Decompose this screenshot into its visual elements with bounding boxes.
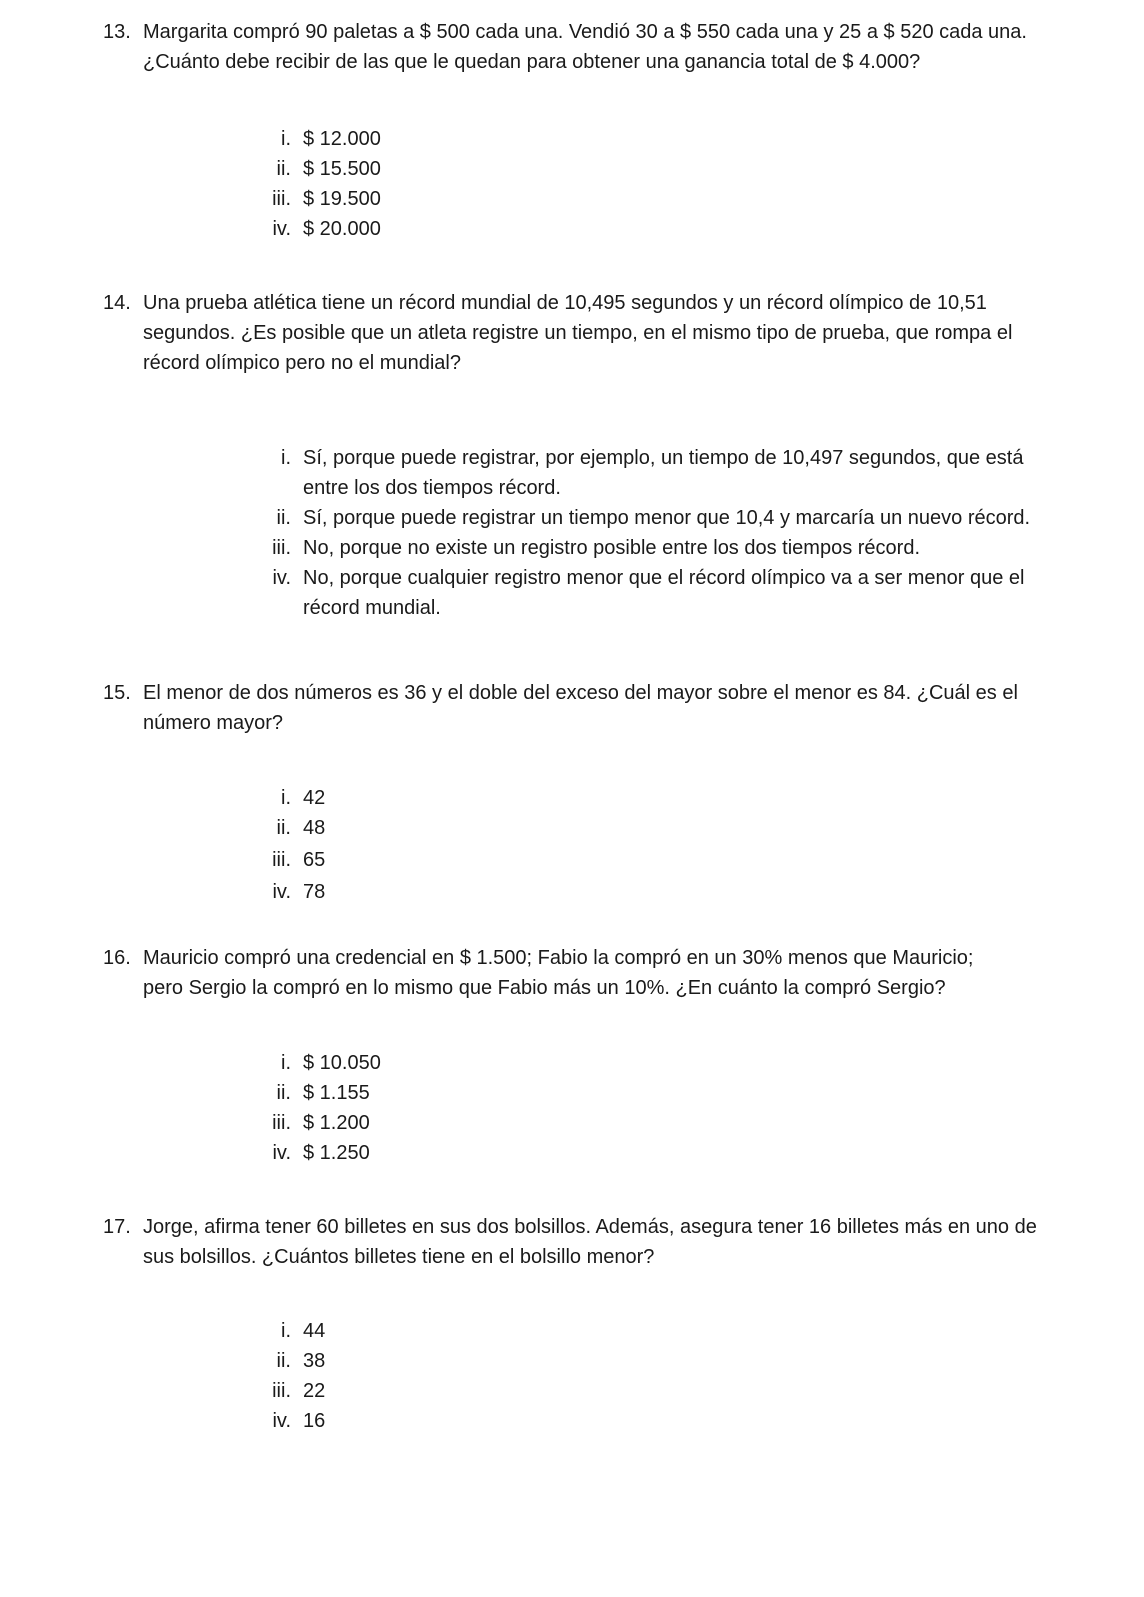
- option-label: iii.: [272, 1112, 291, 1134]
- option-text: Sí, porque puede registrar un tiempo menor que 10,4 y marcaría un nuevo récord.: [303, 507, 1031, 529]
- question-number: 14.: [103, 292, 131, 314]
- option-item: [257, 533, 1037, 563]
- option-label: iii.: [272, 537, 291, 559]
- option-text: 16: [303, 1410, 326, 1432]
- question-stem: [103, 678, 1063, 738]
- option-item: [257, 124, 1037, 154]
- option-label: iii.: [272, 1380, 291, 1402]
- option-text: 78: [303, 881, 326, 903]
- option-label: iv.: [272, 567, 291, 589]
- option-item: [257, 1078, 1037, 1108]
- option-label: iv.: [272, 881, 291, 903]
- option-list: [257, 1048, 1037, 1168]
- option-item: [257, 563, 1037, 623]
- question-number: 13.: [103, 21, 131, 43]
- option-label: ii.: [276, 507, 291, 529]
- option-text: $ 1.250: [303, 1142, 370, 1164]
- question-stem: [103, 288, 1063, 378]
- option-text: $ 1.155: [303, 1082, 370, 1104]
- question-number: 15.: [103, 682, 131, 704]
- option-label: i.: [281, 128, 291, 150]
- question-stem: [103, 17, 1063, 77]
- option-item: [257, 184, 1037, 214]
- question-15: [103, 678, 1063, 907]
- option-label: iii.: [272, 849, 291, 871]
- option-text: Sí, porque puede registrar, por ejemplo, un tiempo de 10,497 segundos, que está entre los dos tiempos récord.: [303, 447, 1024, 499]
- option-item: [257, 783, 1037, 813]
- option-text: $ 20.000: [303, 218, 381, 240]
- question-text: Una prueba atlética tiene un récord mundial de 10,495 segundos y un récord olímpico de 10,51 segundos. ¿Es posible que un atleta registre un tiempo, en el mismo tipo de prueba, que rompa el récord olímpico pero no el mundial?: [143, 292, 1013, 374]
- option-item: [257, 443, 1037, 503]
- question-stem: [103, 943, 1063, 1003]
- option-item: [257, 1048, 1037, 1078]
- option-label: iv.: [272, 218, 291, 240]
- option-text: $ 15.500: [303, 158, 381, 180]
- question-text: Jorge, afirma tener 60 billetes en sus dos bolsillos. Además, asegura tener 16 billetes más en uno de sus bolsillos. ¿Cuántos billetes tiene en el bolsillo menor?: [143, 1216, 1037, 1268]
- option-label: i.: [281, 787, 291, 809]
- option-text: $ 12.000: [303, 128, 381, 150]
- option-label: i.: [281, 447, 291, 469]
- question-14: [103, 288, 1063, 623]
- option-label: i.: [281, 1320, 291, 1342]
- option-text: 42: [303, 787, 326, 809]
- option-item: [257, 1406, 1037, 1436]
- option-label: ii.: [276, 817, 291, 839]
- question-text: Margarita compró 90 paletas a $ 500 cada una. Vendió 30 a $ 550 cada una y 25 a $ 520 cada una. ¿Cuánto debe recibir de las que le quedan para obtener una ganancia total de $ 4.000?: [143, 21, 1027, 73]
- question-text: Mauricio compró una credencial en $ 1.500; Fabio la compró en un 30% menos que Mauricio; pero Sergio la compró en lo mismo que Fabio más un 10%. ¿En cuánto la compró Sergio?: [143, 947, 974, 999]
- option-text: $ 10.050: [303, 1052, 381, 1074]
- option-list: [257, 1316, 1037, 1436]
- question-number: 17.: [103, 1216, 131, 1238]
- option-label: i.: [281, 1052, 291, 1074]
- option-label: iv.: [272, 1142, 291, 1164]
- option-text: 48: [303, 817, 326, 839]
- option-label: ii.: [276, 1350, 291, 1372]
- option-text: $ 19.500: [303, 188, 381, 210]
- option-item: [257, 1108, 1037, 1138]
- option-text: 22: [303, 1380, 326, 1402]
- option-text: $ 1.200: [303, 1112, 370, 1134]
- question-17: [103, 1212, 1063, 1436]
- option-list: [257, 443, 1037, 623]
- option-item: [257, 1316, 1037, 1346]
- question-text: El menor de dos números es 36 y el doble del exceso del mayor sobre el menor es 84. ¿Cuál es el número mayor?: [143, 682, 1018, 734]
- question-16: [103, 943, 1063, 1168]
- question-stem: [103, 1212, 1063, 1272]
- question-number: 16.: [103, 947, 131, 969]
- option-label: ii.: [276, 158, 291, 180]
- option-text: 38: [303, 1350, 326, 1372]
- question-13: [103, 17, 1063, 244]
- option-label: iii.: [272, 188, 291, 210]
- option-item: [257, 1346, 1037, 1376]
- option-list: [257, 124, 1037, 244]
- option-text: 65: [303, 849, 326, 871]
- option-text: No, porque no existe un registro posible entre los dos tiempos récord.: [303, 537, 921, 559]
- option-item: [257, 503, 1037, 533]
- option-item: [257, 154, 1037, 184]
- option-item: [257, 877, 1037, 907]
- option-item: [257, 214, 1037, 244]
- option-label: ii.: [276, 1082, 291, 1104]
- option-text: No, porque cualquier registro menor que el récord olímpico va a ser menor que el récord mundial.: [303, 567, 1025, 619]
- option-text: 44: [303, 1320, 326, 1342]
- option-item: [257, 845, 1037, 875]
- option-item: [257, 1376, 1037, 1406]
- option-label: iv.: [272, 1410, 291, 1432]
- option-item: [257, 813, 1037, 843]
- option-list: [257, 783, 1037, 907]
- option-item: [257, 1138, 1037, 1168]
